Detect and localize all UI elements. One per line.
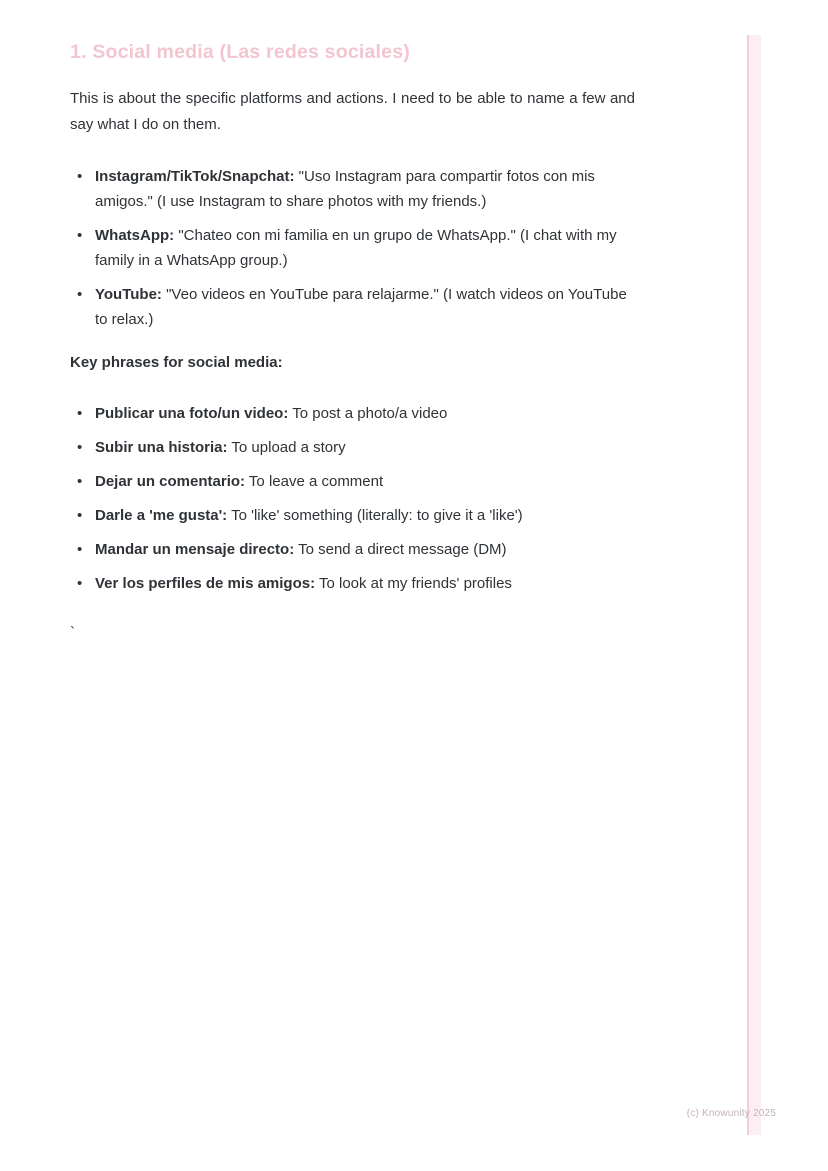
list-item-platform <box>70 223 635 273</box>
section-heading: 1. Social media (Las redes sociales) <box>70 41 410 63</box>
list-item-phrase <box>70 503 635 528</box>
list-item-platform <box>70 164 635 214</box>
definition-text: To leave a comment <box>245 473 384 490</box>
definition-text: To 'like' something (literally: to give it a 'like') <box>227 507 523 524</box>
key-phrase-list <box>70 401 635 596</box>
list-item-phrase <box>70 401 635 426</box>
list-item-phrase <box>70 435 635 460</box>
subheading: Key phrases for social media: <box>70 354 283 371</box>
list-item-phrase <box>70 537 635 562</box>
list-item-platform <box>70 282 635 332</box>
term-label: Dejar un comentario: <box>95 473 246 490</box>
list-item-phrase <box>70 469 635 494</box>
list-item-phrase <box>70 571 635 596</box>
definition-text: To post a photo/a video <box>288 405 448 422</box>
term-label: Instagram/TikTok/Snapchat: <box>95 168 295 185</box>
definition-text: "Veo videos en YouTube para relajarme." (I watch videos on YouTube to relax.) <box>95 286 627 328</box>
definition-text: "Uso Instagram para compartir fotos con mis amigos." (I use Instagram to share photos with my friends.) <box>95 168 595 210</box>
term-label: YouTube: <box>95 286 162 303</box>
copyright-watermark: (c) Knowunity 2025 <box>686 1108 776 1119</box>
term-label: Darle a 'me gusta': <box>95 507 228 524</box>
platform-list <box>70 164 635 332</box>
term-label: Mandar un mensaje directo: <box>95 541 295 558</box>
term-label: WhatsApp: <box>95 227 175 244</box>
definition-text: To send a direct message (DM) <box>294 541 507 558</box>
term-label: Subir una historia: <box>95 439 228 456</box>
page-edge-decoration <box>747 35 761 1135</box>
definition-text: To upload a story <box>227 439 346 456</box>
stray-character: ` <box>70 624 75 641</box>
term-label: Ver los perfiles de mis amigos: <box>95 575 316 592</box>
intro-paragraph: This is about the specific platforms and actions. I need to be able to name a few and say what I do on them. <box>70 90 635 133</box>
definition-text: "Chateo con mi familia en un grupo de WhatsApp." (I chat with my family in a WhatsApp group.) <box>95 227 617 269</box>
document-page <box>70 40 635 645</box>
definition-text: To look at my friends' profiles <box>315 575 512 592</box>
term-label: Publicar una foto/un video: <box>95 405 289 422</box>
